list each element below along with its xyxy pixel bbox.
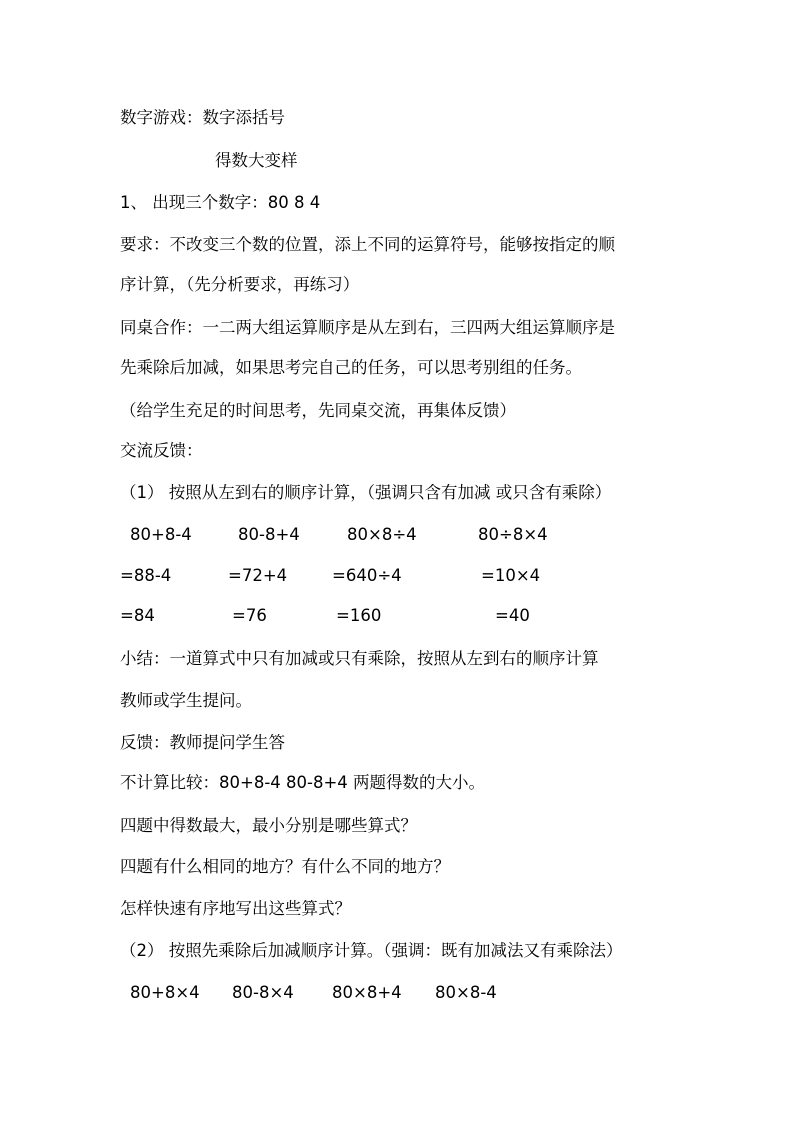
- question-2: 四题有什么相同的地方？有什么不同的地方？: [120, 857, 450, 876]
- calc-cell: 80-8+4: [238, 525, 300, 544]
- calc-cell: =10×4: [481, 566, 541, 585]
- calc-cell: =160: [336, 606, 382, 625]
- calc-row-4: [0, 982, 794, 1004]
- calc-row-3: [0, 605, 794, 627]
- document-title: 数字游戏：数字添括号: [120, 108, 285, 127]
- calc-cell: =76: [232, 606, 267, 625]
- document-subtitle: 得数大变样: [215, 151, 298, 170]
- question-3: 怎样快速有序地写出这些算式？: [120, 899, 351, 918]
- calc-cell: =640÷4: [332, 566, 402, 585]
- part-1-heading: （1） 按照从左到右的顺序计算，（强调只含有加减 或只含有乘除）: [120, 483, 612, 502]
- calc-row-2: [0, 565, 794, 587]
- feedback-heading: 交流反馈：: [120, 441, 203, 460]
- calc-cell: 80×8÷4: [347, 525, 417, 544]
- question-1: 四题中得数最大，最小分别是哪些算式？: [120, 816, 417, 835]
- cooperation-line-2: 先乘除后加减，如果思考完自己的任务，可以思考别组的任务。: [120, 358, 582, 377]
- calc-cell: =84: [120, 606, 155, 625]
- compare-question: 不计算比较：80+8-4 80-8+4 两题得数的大小。: [120, 773, 486, 792]
- calc-cell: =72+4: [228, 566, 288, 585]
- calc-cell: =88-4: [120, 566, 172, 585]
- requirement-line-1: 要求：不改变三个数的位置，添上不同的运算符号，能够按指定的顺: [120, 235, 615, 254]
- teacher-note: （给学生充足的时间思考，先同桌交流，再集体反馈）: [120, 401, 516, 420]
- summary: 小结：一道算式中只有加减或只有乘除，按照从左到右的顺序计算: [120, 649, 599, 668]
- item-1: 1、 出现三个数字：80 8 4: [120, 193, 321, 212]
- calc-cell: 80+8×4: [130, 983, 200, 1002]
- calc-cell: 80÷8×4: [478, 525, 548, 544]
- calc-cell: =40: [495, 606, 530, 625]
- teacher-or-student-question: 教师或学生提问。: [120, 691, 252, 710]
- part-2-heading: （2） 按照先乘除后加减顺序计算。（强调：既有加减法又有乘除法）: [120, 941, 623, 960]
- requirement-line-2: 序计算，（先分析要求，再练习）: [120, 275, 360, 294]
- calc-row-1: [0, 524, 794, 546]
- calc-cell: 80-8×4: [232, 983, 294, 1002]
- feedback-2: 反馈：教师提问学生答: [120, 733, 285, 752]
- calc-cell: 80×8-4: [435, 983, 497, 1002]
- calc-cell: 80+8-4: [130, 525, 192, 544]
- calc-cell: 80×8+4: [332, 983, 402, 1002]
- cooperation-line-1: 同桌合作：一二两大组运算顺序是从左到右，三四两大组运算顺序是: [120, 318, 615, 337]
